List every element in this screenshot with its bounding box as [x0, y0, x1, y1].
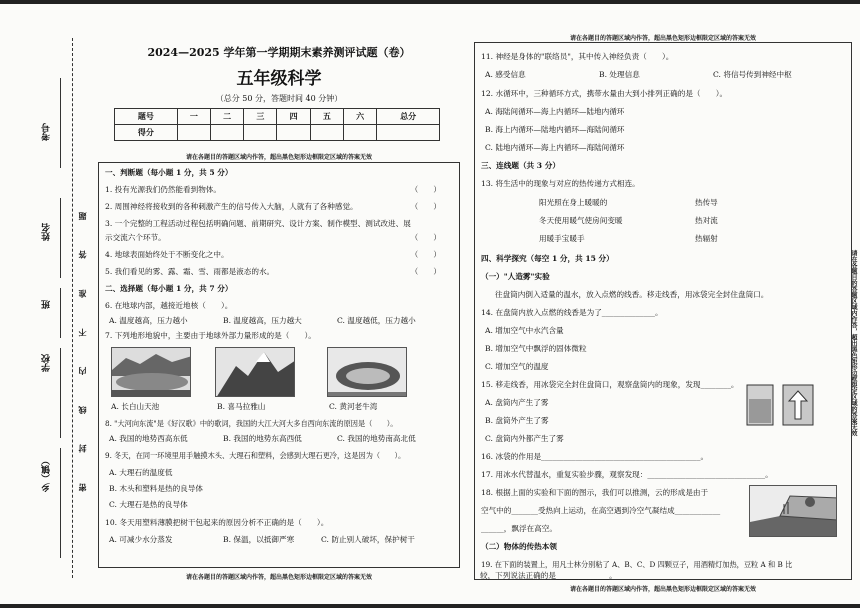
- q11-option-c[interactable]: C. 将信号传到神经中枢: [713, 70, 792, 79]
- section-3-title: 三、连线题（共 3 分）: [481, 161, 560, 170]
- q9-option-a[interactable]: A. 大理石的温度低: [109, 468, 173, 477]
- question-19-line-1: 19. 在下面的装置上，用凡士林分别粘了 A、B、C、D 四颗豆子，用酒精灯加热，豆粒 A 和 B 比: [481, 560, 793, 569]
- q10-option-c[interactable]: C. 防止别人破坏，保护树干: [321, 535, 415, 544]
- score-cell: 三: [244, 109, 277, 125]
- q14-option-c[interactable]: C. 增加空气的温度: [485, 362, 549, 371]
- question-17[interactable]: 17. 用冰水代替温水，重复实验步骤，观察发现：_______________________________。: [481, 470, 773, 479]
- phenomenon-1[interactable]: 阳光照在身上暖暖的: [539, 198, 608, 207]
- bottom-border: [0, 604, 860, 608]
- q15-option-c[interactable]: C. 盘筒内外都产生了雾: [485, 434, 564, 443]
- phenomenon-3[interactable]: 用暖手宝暖手: [539, 234, 585, 243]
- score-header-row: [115, 109, 440, 125]
- fog-experiment-image: [743, 379, 817, 427]
- area-note-top-left: 请在各题目的答题区域内作答，超出黑色矩形边框限定区域的答案无效: [185, 154, 372, 161]
- township-blank[interactable]: [60, 448, 61, 558]
- q6-option-c[interactable]: C. 温度越低，压力越小: [337, 316, 416, 325]
- question-19-line-2[interactable]: 较，下列说法正确的是______________。: [480, 571, 617, 580]
- q12-option-c[interactable]: C. 陆地内循环—海上内循环—海陆间循环: [485, 143, 625, 152]
- answer-paren[interactable]: （ ）: [410, 233, 441, 242]
- left-answer-area: [98, 162, 460, 568]
- top-border: [0, 0, 860, 4]
- q7-option-a[interactable]: A. 长白山天池: [111, 402, 160, 411]
- score-value-row: [115, 125, 440, 141]
- score-blank[interactable]: [343, 125, 376, 141]
- name-blank[interactable]: [60, 198, 61, 278]
- q7-option-c[interactable]: C. 黄河老牛湾: [329, 402, 378, 411]
- question-3-line-1: 3. 一个完整的工程活动过程包括明确问题、前期研究、设计方案、制作模型、测试改进、展: [105, 219, 411, 228]
- question-11: 11. 神经是身体的"联络员"，其中传入神经负责（ ）。: [481, 52, 674, 61]
- score-cell: 二: [211, 109, 244, 125]
- question-4: 4. 地球表面始终处于不断变化之中。: [105, 250, 229, 259]
- himalaya-image: [215, 347, 295, 397]
- question-13: 13. 将生活中的现象与对应的热传递方式相连。: [481, 179, 640, 188]
- township-label: 乡（镇）: [42, 456, 52, 492]
- score-blank[interactable]: [177, 125, 210, 141]
- area-note-bottom-right: 请在各题目的答题区域内作答，超出黑色矩形边框限定区域的答案无效: [569, 586, 756, 593]
- score-label: 得分: [115, 125, 178, 141]
- class-blank[interactable]: [60, 288, 61, 338]
- subsection-1-title: （一）"人造雾"实验: [481, 272, 550, 281]
- score-cell: 一: [177, 109, 210, 125]
- q12-option-a[interactable]: A. 海陆间循环—海上内循环—陆地内循环: [485, 107, 625, 116]
- question-5: 5. 我们看见的雾、露、霜、雪、雨都是液态的水。: [105, 267, 275, 276]
- score-cell: 题号: [115, 109, 178, 125]
- q6-option-a[interactable]: A. 温度越高，压力越小: [109, 316, 188, 325]
- phenomenon-2[interactable]: 冬天使用暖气使房间变暖: [539, 216, 623, 225]
- question-2: 2. 周围神经将接收到的各种刺激产生的信号传入大脑，人就有了各种感觉。: [105, 202, 358, 211]
- score-blank[interactable]: [377, 125, 440, 141]
- section-2-title: 二、选择题（每小题 1 分，共 7 分）: [105, 284, 233, 293]
- exam-subject: 五年级科学: [236, 69, 322, 89]
- q8-option-c[interactable]: C. 我国的地势南高北低: [337, 434, 416, 443]
- q7-option-b[interactable]: B. 喜马拉雅山: [217, 402, 266, 411]
- q15-option-b[interactable]: B. 盘筒外产生了雾: [485, 416, 549, 425]
- q9-option-b[interactable]: B. 木头和塑料是热的良导体: [109, 484, 203, 493]
- question-9: 9. 冬天，在同一环境里用手触摸木头、大理石和塑料，会感到大理石更冷，这是因为（ ）。: [105, 451, 406, 460]
- question-18-line-2[interactable]: 空气中的_______受热向上运动，在高空遇到冷空气凝结成____________: [481, 506, 721, 515]
- q12-option-b[interactable]: B. 海上内循环—陆地内循环—海陆间循环: [485, 125, 625, 134]
- name-label: 姓名: [42, 223, 52, 241]
- question-10: 10. 冬天用塑料薄膜把树干包起来的原因分析不正确的是（ ）。: [105, 518, 329, 527]
- q9-option-c[interactable]: C. 大理石是热的良导体: [109, 500, 188, 509]
- q15-option-a[interactable]: A. 盘筒内产生了雾: [485, 398, 549, 407]
- question-6: 6. 在地球内部，越接近地核（ ）。: [105, 301, 233, 310]
- question-7: 7. 下列地形地貌中，主要由于地球外部力量形成的是（ ）。: [105, 331, 316, 340]
- seal-text: 密 封 线 内 不 准 答 题: [77, 198, 87, 492]
- answer-paren[interactable]: （ ）: [410, 267, 441, 276]
- exam-info: （总分 50 分，答题时间 40 分钟）: [215, 94, 343, 103]
- kaohao-blank[interactable]: [60, 78, 61, 168]
- question-18-line-3[interactable]: ______，飘浮在高空。: [481, 524, 557, 533]
- score-cell: 总分: [377, 109, 440, 125]
- area-note-bottom-left: 请在各题目的答题区域内作答，超出黑色矩形边框限定区域的答案无效: [185, 574, 372, 581]
- transfer-3[interactable]: 热辐射: [695, 234, 718, 243]
- score-blank[interactable]: [244, 125, 277, 141]
- score-cell: 五: [310, 109, 343, 125]
- answer-paren[interactable]: （ ）: [410, 250, 441, 259]
- experiment-1-text: 往盘筒内倒入适量的温水，放入点燃的线香。移走线香，用冰袋完全封住盘筒口。: [495, 290, 769, 299]
- kaohao-label: 考号: [42, 123, 52, 141]
- q10-option-b[interactable]: B. 保温，以抵御严寒: [223, 535, 295, 544]
- q11-option-a[interactable]: A. 感受信息: [485, 70, 526, 79]
- score-blank[interactable]: [277, 125, 310, 141]
- class-label: 班: [42, 300, 52, 309]
- tianchi-image: [111, 347, 191, 397]
- question-3-line-2: 示交流六个环节。: [105, 233, 166, 242]
- question-1: 1. 投有光源我们仍然能看到物体。: [105, 185, 221, 194]
- question-16[interactable]: 16. 冰袋的作用是__________________________________________。: [481, 452, 709, 461]
- school-label: 学校: [42, 354, 52, 372]
- score-cell: 六: [343, 109, 376, 125]
- area-note-side: 请在各题目的答题区域内作答，超出黑色矩形边框限定区域的答案无效: [850, 250, 857, 436]
- area-note-top-right: 请在各题目的答题区域内作答，超出黑色矩形边框限定区域的答案无效: [569, 35, 756, 42]
- score-table: [114, 108, 440, 141]
- binding-margin: [0, 8, 92, 598]
- q8-option-a[interactable]: A. 我国的地势西高东低: [109, 434, 188, 443]
- q11-option-b[interactable]: B. 处理信息: [599, 70, 640, 79]
- exam-title: 2024—2025 学年第一学期期末素养测评试题（卷）: [147, 46, 411, 59]
- answer-paren[interactable]: （ ）: [410, 202, 441, 211]
- score-cell: 四: [277, 109, 310, 125]
- q10-option-a[interactable]: A. 可减少水分蒸发: [109, 535, 173, 544]
- subsection-2-title: （二）物体的传热本领: [481, 542, 557, 551]
- transfer-1[interactable]: 热传导: [695, 198, 718, 207]
- q8-option-b[interactable]: B. 我国的地势东高西低: [223, 434, 302, 443]
- q6-option-b[interactable]: B. 温度越高，压力越大: [223, 316, 302, 325]
- score-blank[interactable]: [211, 125, 244, 141]
- right-answer-area: [474, 42, 852, 580]
- question-15: 15. 移走线香，用冰袋完全封住盘筒口，观察盘筒内的现象，发现________。: [481, 380, 739, 389]
- exam-header: [98, 44, 460, 104]
- school-blank[interactable]: [60, 348, 61, 438]
- cloud-formation-image: [749, 485, 837, 537]
- q14-option-a[interactable]: A. 增加空气中水汽含量: [485, 326, 564, 335]
- q14-option-b[interactable]: B. 增加空气中飘浮的固体微粒: [485, 344, 587, 353]
- question-12: 12. 水循环中，三种循环方式，携带水量由大到小排列正确的是（ ）。: [481, 89, 728, 98]
- question-18-line-1: 18. 根据上面的实验和下面的图示，我们可以推测，云的形成是由于: [481, 488, 709, 497]
- score-blank[interactable]: [310, 125, 343, 141]
- laoniuwan-image: [327, 347, 407, 397]
- section-4-title: 四、科学探究（每空 1 分，共 15 分）: [481, 254, 614, 263]
- answer-paren[interactable]: （ ）: [410, 185, 441, 194]
- section-1-title: 一、判断题（每小题 1 分，共 5 分）: [105, 168, 233, 177]
- question-8: 8. "大河向东流"是《好汉歌》中的歌词，我国的大江大河大多自西向东流的原因是（ ）。: [105, 419, 398, 428]
- seal-line: [72, 38, 73, 578]
- transfer-2[interactable]: 热对流: [695, 216, 718, 225]
- question-14: 14. 在盘筒内放入点燃的线香是为了______________。: [481, 308, 663, 317]
